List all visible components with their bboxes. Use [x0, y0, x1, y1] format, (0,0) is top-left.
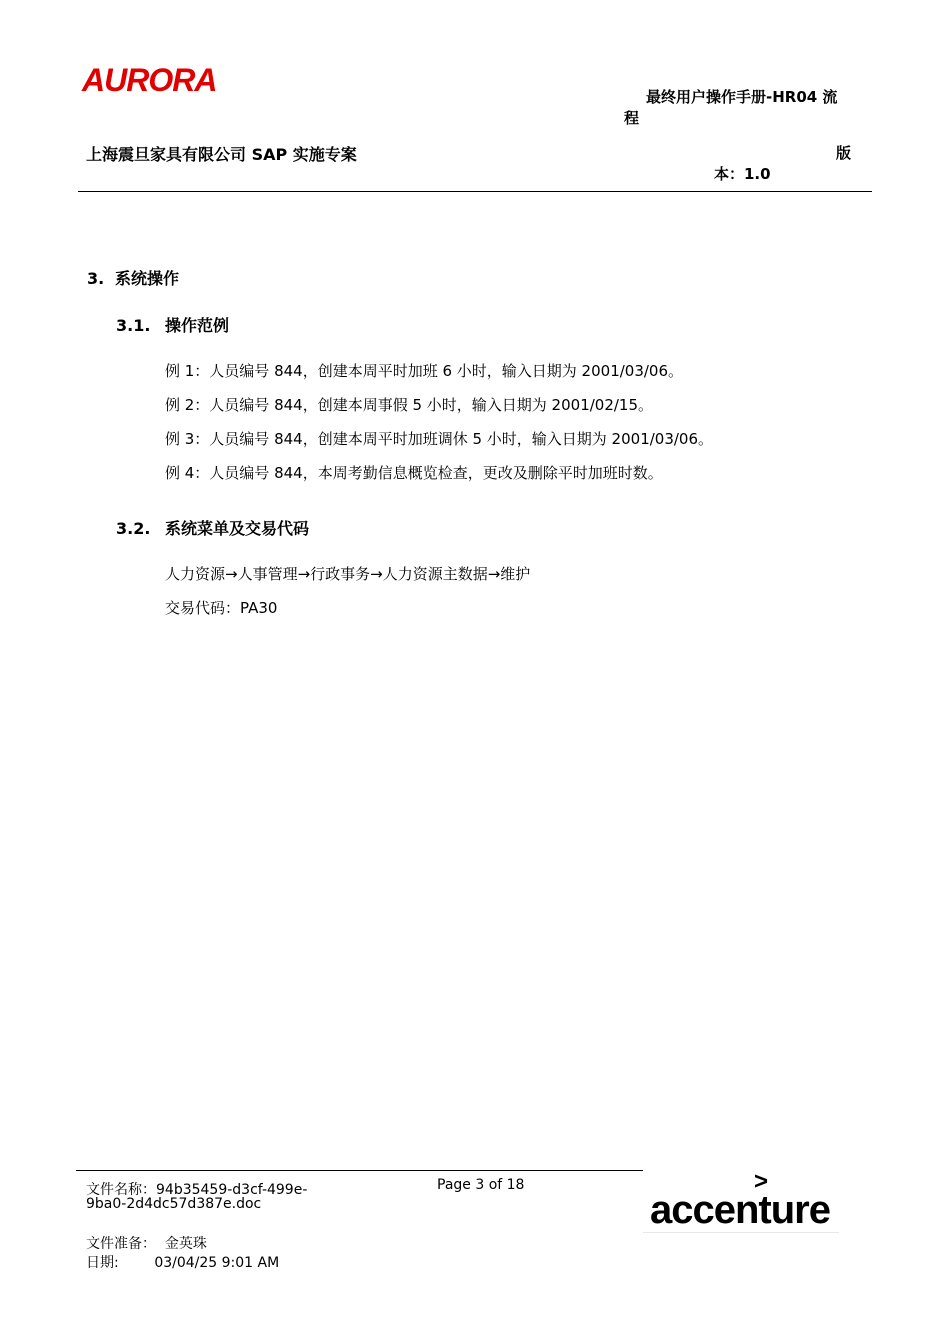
accenture-logo-mark: >: [754, 1168, 769, 1195]
footer-file-name: 文件名称：94b35459-d3cf-499e-: [86, 1182, 308, 1198]
example-1: 例 1：人员编号 844，创建本周平时加班 6 小时，输入日期为 2001/03/06。: [165, 362, 684, 380]
example-3: 例 3：人员编号 844，创建本周平时加班调休 5 小时，输入日期为 2001/03/06。: [165, 430, 714, 448]
version-label: 版: [836, 144, 852, 162]
document-title: 最终用户操作手册-HR04 流: [646, 88, 838, 106]
example-4: 例 4：人员编号 844，本周考勤信息概览检查，更改及删除平时加班时数。: [165, 464, 663, 482]
subsection-number: 3.1.: [116, 316, 151, 335]
subsection-title: 操作范例: [165, 316, 230, 335]
footer-date: 日期: 03/04/25 9:01 AM: [86, 1255, 280, 1271]
example-2: 例 2：人员编号 844，创建本周事假 5 小时，输入日期为 2001/02/15。: [165, 396, 654, 414]
header-divider: [78, 191, 872, 192]
aurora-logo: AURORA: [82, 62, 217, 98]
accenture-logo: accenture: [650, 1188, 830, 1232]
logo-baseline: [643, 1232, 839, 1233]
footer-file-name-continued: 9ba0-2d4dc57d387e.doc: [86, 1196, 262, 1212]
subsection-title: 系统菜单及交易代码: [165, 519, 310, 538]
version-number: 本：1.0: [714, 165, 771, 183]
menu-path: 人力资源→人事管理→行政事务→人力资源主数据→维护: [165, 565, 531, 583]
section-title: 系统操作: [115, 269, 180, 288]
subsection-number: 3.2.: [116, 519, 151, 538]
section-heading: [87, 266, 179, 289]
document-title-continued: 程: [624, 109, 640, 127]
footer-divider: [76, 1170, 643, 1171]
company-name: 上海震旦家具有限公司 SAP 实施专案: [86, 145, 357, 164]
subsection-heading-menu-and-tcode: [116, 516, 309, 539]
page-number: Page 3 of 18: [437, 1177, 525, 1193]
footer-prepared-by: 文件准备： 金英珠: [86, 1236, 207, 1252]
subsection-heading-operation-examples: [116, 313, 229, 336]
transaction-code: 交易代码：PA30: [165, 599, 278, 617]
section-number: 3.: [87, 269, 105, 288]
